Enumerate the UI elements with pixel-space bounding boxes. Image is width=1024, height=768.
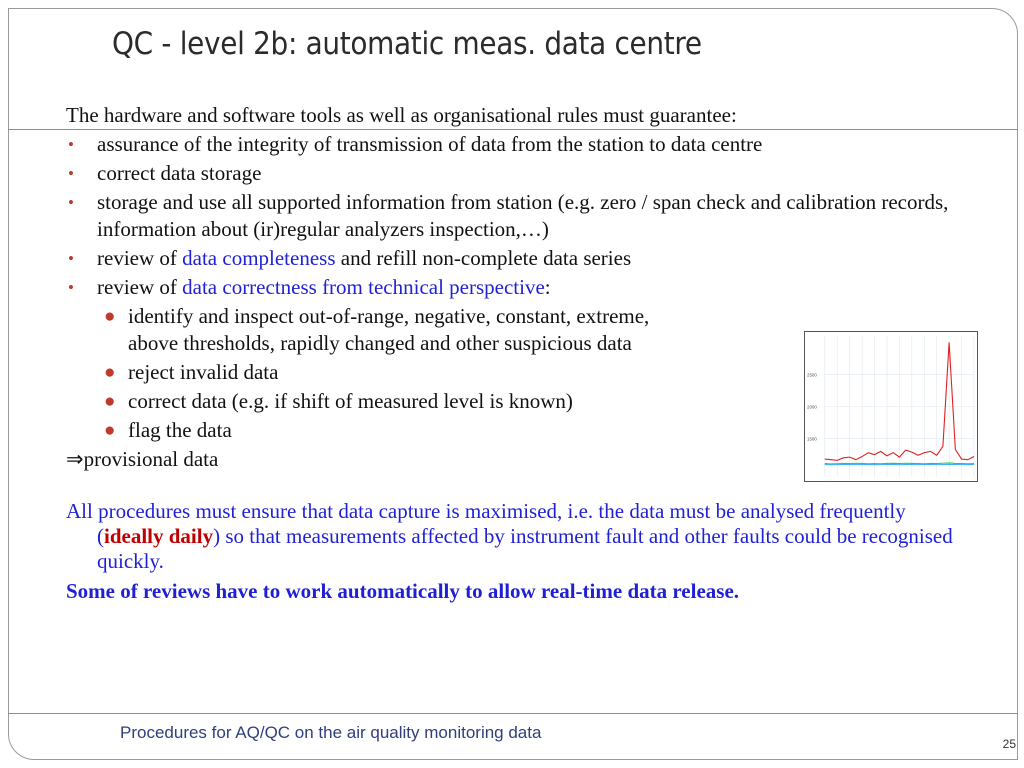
page-number: 25 xyxy=(1002,737,1016,751)
chart-y-tick-label: 2500 xyxy=(806,372,817,378)
bullet-dot-icon: • xyxy=(68,164,74,183)
provisional-text: provisional data xyxy=(83,447,219,471)
footer-divider xyxy=(8,713,1018,714)
bullet-dot-icon: • xyxy=(68,278,74,297)
bullet-prefix: review of xyxy=(97,246,183,270)
bullet-item-correctness xyxy=(66,274,966,301)
intro-text: The hardware and software tools as well as organisational rules must guarantee: xyxy=(66,103,737,127)
bullet-suffix: : xyxy=(544,275,551,299)
bullet-text: storage and use all supported information from station (e.g. zero / span check and calibration records, information about (ir)regular analyzers inspection,…) xyxy=(97,190,949,241)
sub-bullet-dot-icon: ● xyxy=(104,391,116,412)
bullet-item-completeness xyxy=(66,245,966,272)
highlight-data-correctness: data correctness from technical perspective xyxy=(182,275,545,299)
automatic-review-paragraph xyxy=(66,578,977,605)
bullet-suffix: and refill non-complete data series xyxy=(335,246,632,270)
para-text-before: All procedures must ensure that data capture is maximised, i.e. the data must be analysed frequently ( xyxy=(66,499,906,548)
bullet-item xyxy=(66,160,966,187)
bullet-dot-icon: • xyxy=(68,135,74,154)
highlight-data-completeness: data completeness xyxy=(182,246,336,270)
sub-bullet-text: reject invalid data xyxy=(128,360,279,384)
sub-bullet-dot-icon: ● xyxy=(104,362,116,383)
measurement-chart xyxy=(804,331,978,482)
para-bold-text: Some of reviews have to work automatically to allow real-time data release. xyxy=(66,579,740,603)
sub-bullet-text-continued: above thresholds, rapidly changed and other suspicious data xyxy=(128,331,632,355)
sub-bullet-text: flag the data xyxy=(128,418,232,442)
footer-text: Procedures for AQ/QC on the air quality monitoring data xyxy=(120,723,542,742)
para-text-after: ) so that measurements affected by instrument fault and other faults could be recognised quickly. xyxy=(97,524,953,573)
sub-bullet-dot-icon: ● xyxy=(104,306,116,327)
chart-y-tick-label: 2000 xyxy=(806,404,817,410)
ideally-daily-emphasis: ideally daily xyxy=(104,524,214,548)
bullet-item xyxy=(66,189,957,243)
bullet-dot-icon: • xyxy=(68,193,74,212)
sub-bullet-dot-icon: ● xyxy=(104,420,116,441)
implies-arrow-icon: ⇒ xyxy=(66,447,84,471)
bullet-item xyxy=(66,131,966,158)
bullet-dot-icon: • xyxy=(68,249,74,268)
bullet-prefix: review of xyxy=(97,275,183,299)
sub-bullet-text: identify and inspect out-of-range, negative, constant, extreme, xyxy=(128,304,650,328)
sub-bullet-text: correct data (e.g. if shift of measured level is known) xyxy=(128,389,573,413)
bullet-text: correct data storage xyxy=(97,161,262,185)
bullet-text: assurance of the integrity of transmission of data from the station to data centre xyxy=(97,132,763,156)
chart-series-line-2 xyxy=(825,463,974,464)
slide-title: QC - level 2b: automatic meas. data centre xyxy=(112,26,702,62)
chart-y-tick-label: 1500 xyxy=(806,436,817,442)
procedures-paragraph xyxy=(66,499,977,574)
